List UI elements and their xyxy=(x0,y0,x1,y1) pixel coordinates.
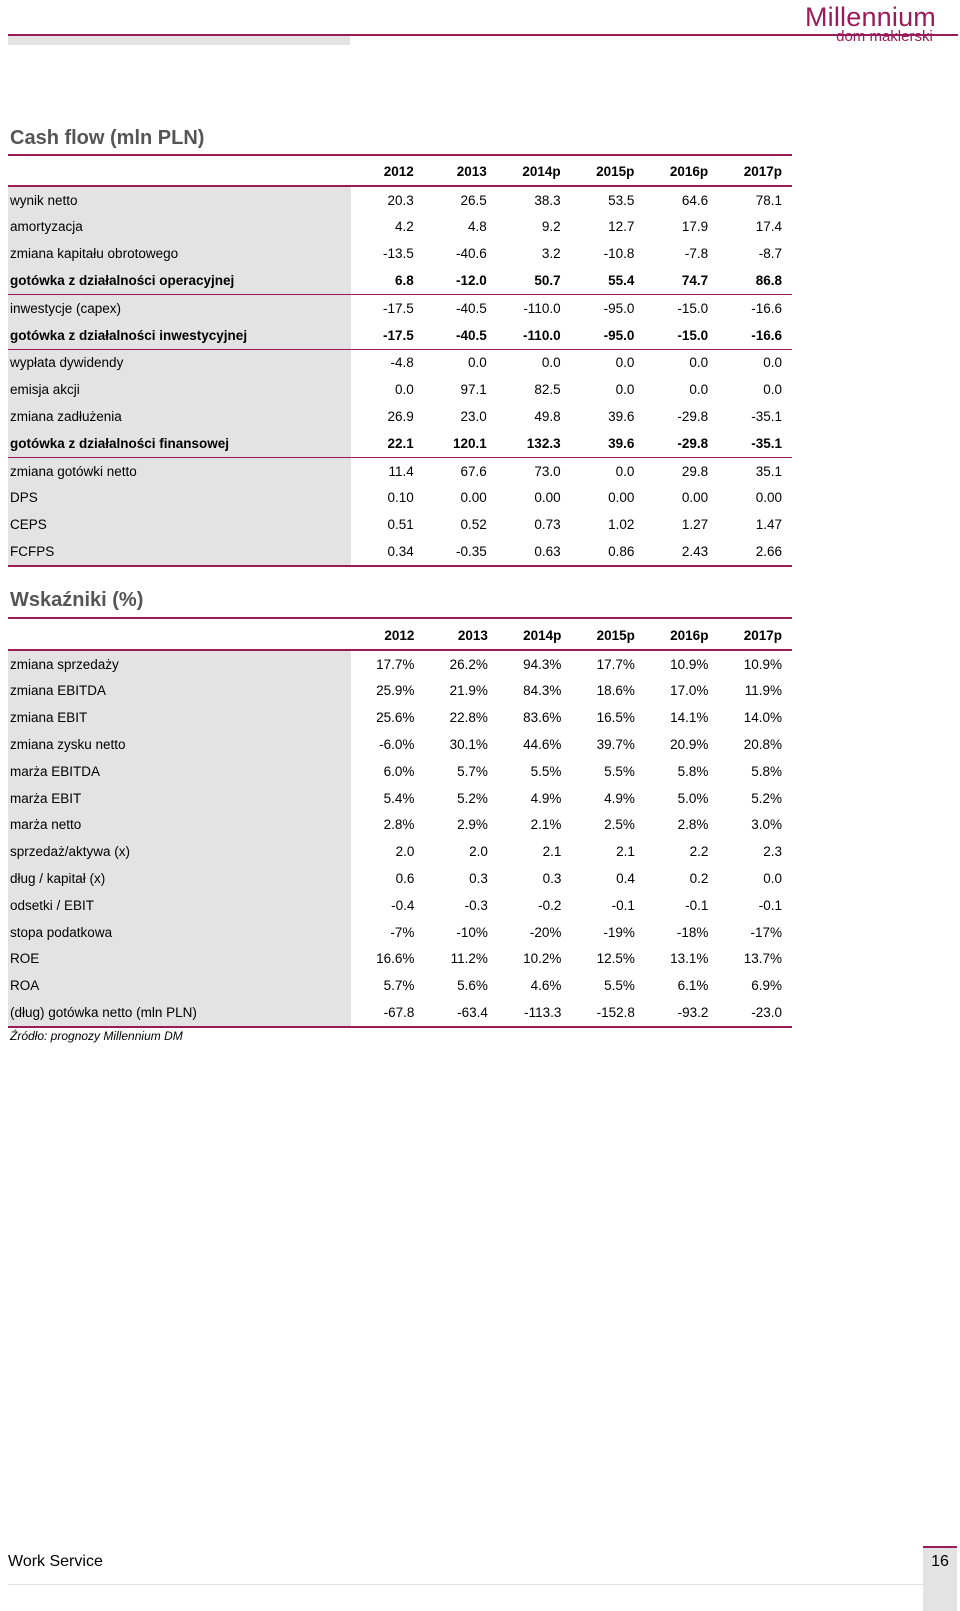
row-label: marża netto xyxy=(8,812,351,839)
value-cell: 2.5% xyxy=(604,817,635,833)
value-cell: -13.5 xyxy=(383,246,414,262)
cashflow-table xyxy=(8,158,792,567)
value-cell: -35.1 xyxy=(751,409,782,425)
ratios-table xyxy=(8,622,792,1028)
table-row xyxy=(8,430,792,457)
value-cell: 4.9% xyxy=(530,790,562,806)
row-label: ROE xyxy=(8,946,351,973)
value-cell: 4.2 xyxy=(395,219,414,235)
value-cell: 2.1 xyxy=(616,844,635,860)
value-cell: 84.3% xyxy=(523,683,562,699)
value-cell: -40.5 xyxy=(424,322,497,349)
value-cell: -152.8 xyxy=(571,999,645,1027)
row-label: marża EBIT xyxy=(8,785,351,812)
value-cell: 9.2 xyxy=(541,219,561,235)
value-cell: -6.0% xyxy=(379,737,415,753)
value-cell: -16.6 xyxy=(751,300,782,316)
value-cell: 6.1% xyxy=(677,978,709,994)
value-cell: 22.8% xyxy=(449,710,488,726)
footer-company: Work Service xyxy=(8,1553,103,1570)
row-label: gotówka z działalności operacyjnej xyxy=(8,267,351,294)
value-cell: -8.7 xyxy=(758,246,782,262)
value-cell: 4.6% xyxy=(530,978,562,994)
value-cell: -0.2 xyxy=(538,897,562,913)
value-cell: -17% xyxy=(750,924,782,940)
table-row xyxy=(8,919,792,946)
value-cell: 50.7 xyxy=(497,267,571,294)
value-cell: 10.2% xyxy=(523,951,562,967)
value-cell: -0.4 xyxy=(391,897,415,913)
value-cell: 0.4 xyxy=(616,871,635,887)
table-row xyxy=(8,650,792,678)
table-row xyxy=(8,457,792,484)
year-header: 2012 xyxy=(351,622,425,650)
cashflow-title-rule xyxy=(8,154,792,156)
value-cell: 5.0% xyxy=(677,790,709,806)
value-cell: 0.52 xyxy=(460,517,487,533)
page-number: 16 xyxy=(931,1553,949,1570)
value-cell: 2.8% xyxy=(383,817,415,833)
value-cell: 0.0 xyxy=(395,382,414,398)
row-label: (dług) gotówka netto (mln PLN) xyxy=(8,999,351,1027)
value-cell: 0.00 xyxy=(608,490,635,506)
row-label: ROA xyxy=(8,972,351,999)
value-cell: 0.3 xyxy=(542,871,562,887)
value-cell: 5.2% xyxy=(751,790,782,806)
value-cell: -113.3 xyxy=(498,999,572,1027)
value-cell: 13.7% xyxy=(743,951,782,967)
value-cell: 1.47 xyxy=(755,517,782,533)
value-cell: -0.1 xyxy=(758,897,782,913)
table-row xyxy=(8,704,792,731)
value-cell: 0.6 xyxy=(395,871,415,887)
value-cell: -10.8 xyxy=(603,246,635,262)
value-cell: 29.8 xyxy=(681,463,709,479)
table-row xyxy=(8,376,792,403)
value-cell: 0.0 xyxy=(615,355,635,371)
row-label: emisja akcji xyxy=(8,376,351,403)
row-label: dług / kapitał (x) xyxy=(8,865,351,892)
value-cell: 0.00 xyxy=(681,490,709,506)
value-cell: -93.2 xyxy=(645,999,719,1027)
row-label: odsetki / EBIT xyxy=(8,892,351,919)
value-cell: 11.2% xyxy=(450,951,488,967)
value-cell: 26.5 xyxy=(460,192,487,208)
source-note: Źródło: prognozy Millennium DM xyxy=(10,1029,183,1043)
row-label: zmiana EBITDA xyxy=(8,678,351,705)
row-label: zmiana gotówki netto xyxy=(8,457,351,484)
value-cell: 10.9% xyxy=(670,656,709,672)
row-label: marża EBITDA xyxy=(8,758,351,785)
year-header: 2014p xyxy=(498,622,572,650)
year-header: 2012 xyxy=(351,158,424,186)
value-cell: -0.1 xyxy=(685,897,709,913)
value-cell: 83.6% xyxy=(523,710,562,726)
row-label: FCFPS xyxy=(8,538,351,566)
row-label: amortyzacja xyxy=(8,214,351,241)
value-cell: -0.35 xyxy=(424,538,497,566)
value-cell: 0.00 xyxy=(460,490,487,506)
row-label: CEPS xyxy=(8,511,351,538)
value-cell: 5.7% xyxy=(383,978,415,994)
table-row xyxy=(8,678,792,705)
value-cell: -4.8 xyxy=(390,355,414,371)
value-cell: 3.2 xyxy=(541,246,561,262)
value-cell: 23.0 xyxy=(460,409,487,425)
value-cell: 0.3 xyxy=(469,871,488,887)
ratios-title: Wskaźniki (%) xyxy=(10,589,144,611)
value-cell: 0.0 xyxy=(541,355,561,371)
cashflow-title: Cash flow (mln PLN) xyxy=(10,127,205,149)
row-label: zmiana kapitału obrotowego xyxy=(8,240,351,267)
value-cell: -10% xyxy=(456,924,488,940)
value-cell: 12.5% xyxy=(596,951,635,967)
row-label: sprzedaż/aktywa (x) xyxy=(8,838,351,865)
value-cell: 78.1 xyxy=(755,192,782,208)
value-cell: 5.2% xyxy=(457,790,488,806)
value-cell: 20.9% xyxy=(670,737,709,753)
row-label: wypłata dywidendy xyxy=(8,349,351,376)
table-row xyxy=(8,214,792,241)
value-cell: 0.00 xyxy=(534,490,561,506)
value-cell: -7.8 xyxy=(684,246,709,262)
value-cell: 2.8% xyxy=(677,817,709,833)
value-cell: 3.0% xyxy=(751,817,782,833)
value-cell: 0.86 xyxy=(571,538,645,566)
value-cell: 4.8 xyxy=(468,219,487,235)
row-label: zmiana sprzedaży xyxy=(8,650,351,678)
header-row xyxy=(8,622,792,650)
year-header: 2013 xyxy=(424,622,498,650)
header-grey-band xyxy=(8,36,350,45)
value-cell: 21.9% xyxy=(449,683,488,699)
value-cell: 5.5% xyxy=(604,763,635,779)
value-cell: 17.0% xyxy=(670,683,709,699)
value-cell: 11.9% xyxy=(744,683,782,699)
value-cell: 26.9 xyxy=(387,409,414,425)
value-cell: 82.5 xyxy=(534,382,561,398)
value-cell: -63.4 xyxy=(424,999,498,1027)
value-cell: -19% xyxy=(603,924,635,940)
value-cell: -40.5 xyxy=(456,300,487,316)
value-cell: 74.7 xyxy=(644,267,718,294)
table-row xyxy=(8,403,792,430)
value-cell: 6.8 xyxy=(351,267,424,294)
year-header: 2017p xyxy=(718,622,792,650)
value-cell: 25.6% xyxy=(376,710,415,726)
value-cell: 120.1 xyxy=(424,430,497,457)
value-cell: 2.0 xyxy=(469,844,488,860)
value-cell: 55.4 xyxy=(571,267,645,294)
value-cell: 1.02 xyxy=(608,517,635,533)
value-cell: 2.0 xyxy=(395,844,415,860)
value-cell: 0.0 xyxy=(689,382,709,398)
value-cell: 5.5% xyxy=(530,763,562,779)
value-cell: 2.2 xyxy=(689,844,709,860)
value-cell: -110.0 xyxy=(497,322,571,349)
value-cell: 53.5 xyxy=(608,192,635,208)
value-cell: 2.1 xyxy=(542,844,562,860)
table-row xyxy=(8,485,792,512)
value-cell: 38.3 xyxy=(534,192,561,208)
value-cell: 5.8% xyxy=(751,763,782,779)
value-cell: -35.1 xyxy=(718,430,792,457)
millennium-logo xyxy=(805,2,936,44)
value-cell: -12.0 xyxy=(424,267,497,294)
header-blank-cell xyxy=(8,622,351,650)
value-cell: 2.3 xyxy=(763,844,782,860)
value-cell: 14.0% xyxy=(743,710,782,726)
value-cell: -17.5 xyxy=(351,322,424,349)
table-row xyxy=(8,785,792,812)
row-label: zmiana zadłużenia xyxy=(8,403,351,430)
value-cell: 0.51 xyxy=(387,517,414,533)
row-label: wynik netto xyxy=(8,186,351,214)
header-row xyxy=(8,158,792,186)
value-cell: 20.3 xyxy=(387,192,414,208)
value-cell: 97.1 xyxy=(460,382,487,398)
logo-main-text: Millennium xyxy=(804,2,936,32)
value-cell: 2.9% xyxy=(457,817,488,833)
value-cell: 0.00 xyxy=(755,490,782,506)
table-row xyxy=(8,758,792,785)
value-cell: 0.0 xyxy=(615,382,635,398)
value-cell: 11.4 xyxy=(388,463,414,479)
row-label: gotówka z działalności inwestycyjnej xyxy=(8,322,351,349)
value-cell: 2.66 xyxy=(718,538,792,566)
value-cell: 2.1% xyxy=(530,817,562,833)
value-cell: 0.0 xyxy=(763,871,782,887)
value-cell: 132.3 xyxy=(497,430,571,457)
value-cell: 64.6 xyxy=(681,192,709,208)
row-label: zmiana zysku netto xyxy=(8,731,351,758)
footer-rule xyxy=(8,1584,928,1585)
table-row xyxy=(8,349,792,376)
value-cell: -15.0 xyxy=(677,300,709,316)
value-cell: 1.27 xyxy=(681,517,709,533)
value-cell: -40.6 xyxy=(456,246,487,262)
value-cell: 17.7% xyxy=(596,656,635,672)
value-cell: 67.6 xyxy=(460,463,487,479)
value-cell: 0.34 xyxy=(351,538,424,566)
year-header: 2013 xyxy=(424,158,497,186)
value-cell: 94.3% xyxy=(523,656,562,672)
value-cell: 0.63 xyxy=(497,538,571,566)
year-header: 2015p xyxy=(571,622,645,650)
table-row xyxy=(8,538,792,566)
value-cell: -0.1 xyxy=(611,897,635,913)
value-cell: 22.1 xyxy=(351,430,424,457)
value-cell: 17.4 xyxy=(755,219,782,235)
value-cell: 16.5% xyxy=(596,710,635,726)
value-cell: -17.5 xyxy=(383,300,414,316)
header-blank-cell xyxy=(8,158,351,186)
table-row xyxy=(8,812,792,839)
table-row xyxy=(8,511,792,538)
value-cell: 5.4% xyxy=(383,790,415,806)
value-cell: -110.0 xyxy=(523,300,561,316)
value-cell: -16.6 xyxy=(718,322,792,349)
value-cell: -23.0 xyxy=(718,999,792,1027)
value-cell: 4.9% xyxy=(604,790,635,806)
value-cell: 12.7 xyxy=(608,219,635,235)
value-cell: 39.6 xyxy=(608,409,635,425)
value-cell: 14.1% xyxy=(670,710,709,726)
value-cell: 39.7% xyxy=(596,737,635,753)
table-row xyxy=(8,999,792,1027)
value-cell: 18.6% xyxy=(596,683,635,699)
value-cell: -15.0 xyxy=(644,322,718,349)
value-cell: 6.9% xyxy=(751,978,782,994)
row-label: DPS xyxy=(8,485,351,512)
value-cell: -29.8 xyxy=(644,430,718,457)
year-header: 2016p xyxy=(644,158,718,186)
value-cell: -95.0 xyxy=(571,322,645,349)
value-cell: 2.43 xyxy=(644,538,718,566)
value-cell: 49.8 xyxy=(534,409,561,425)
row-label: zmiana EBIT xyxy=(8,704,351,731)
value-cell: 5.5% xyxy=(604,978,635,994)
year-header: 2017p xyxy=(718,158,792,186)
value-cell: 20.8% xyxy=(743,737,782,753)
year-header: 2014p xyxy=(497,158,571,186)
value-cell: 0.73 xyxy=(534,517,561,533)
row-label: gotówka z działalności finansowej xyxy=(8,430,351,457)
value-cell: 25.9% xyxy=(376,683,415,699)
year-header: 2015p xyxy=(571,158,645,186)
value-cell: 6.0% xyxy=(383,763,415,779)
table-row xyxy=(8,946,792,973)
table-row xyxy=(8,294,792,321)
value-cell: -7% xyxy=(390,924,415,940)
value-cell: 5.8% xyxy=(677,763,709,779)
value-cell: -95.0 xyxy=(603,300,635,316)
value-cell: 0.0 xyxy=(468,355,487,371)
value-cell: 0.0 xyxy=(615,463,635,479)
value-cell: 73.0 xyxy=(534,463,561,479)
value-cell: 17.7% xyxy=(376,656,415,672)
value-cell: 0.0 xyxy=(689,355,709,371)
value-cell: 0.0 xyxy=(763,382,782,398)
table-row xyxy=(8,838,792,865)
value-cell: 26.2% xyxy=(449,656,488,672)
value-cell: 35.1 xyxy=(755,463,782,479)
value-cell: 0.10 xyxy=(387,490,414,506)
ratios-title-rule xyxy=(8,617,792,619)
value-cell: 16.6% xyxy=(376,951,415,967)
table-row xyxy=(8,731,792,758)
value-cell: -20% xyxy=(529,924,562,940)
logo-sub-text: dom maklerski xyxy=(836,28,933,45)
table-row xyxy=(8,972,792,999)
value-cell: -29.8 xyxy=(677,409,709,425)
table-row xyxy=(8,240,792,267)
year-header: 2016p xyxy=(645,622,719,650)
value-cell: 0.0 xyxy=(763,355,782,371)
table-row xyxy=(8,892,792,919)
row-label: stopa podatkowa xyxy=(8,919,351,946)
value-cell: 5.6% xyxy=(457,978,488,994)
table-row xyxy=(8,322,792,349)
value-cell: -0.3 xyxy=(464,897,488,913)
value-cell: 30.1% xyxy=(449,737,488,753)
value-cell: -67.8 xyxy=(351,999,425,1027)
value-cell: 5.7% xyxy=(457,763,488,779)
row-label: inwestycje (capex) xyxy=(8,294,351,321)
table-row xyxy=(8,186,792,214)
value-cell: 17.9 xyxy=(681,219,709,235)
value-cell: 39.6 xyxy=(571,430,645,457)
value-cell: 44.6% xyxy=(523,737,562,753)
table-row xyxy=(8,267,792,294)
value-cell: 86.8 xyxy=(718,267,792,294)
table-row xyxy=(8,865,792,892)
value-cell: 10.9% xyxy=(743,656,782,672)
value-cell: -18% xyxy=(676,924,709,940)
value-cell: 0.2 xyxy=(689,871,709,887)
value-cell: 13.1% xyxy=(670,951,709,967)
